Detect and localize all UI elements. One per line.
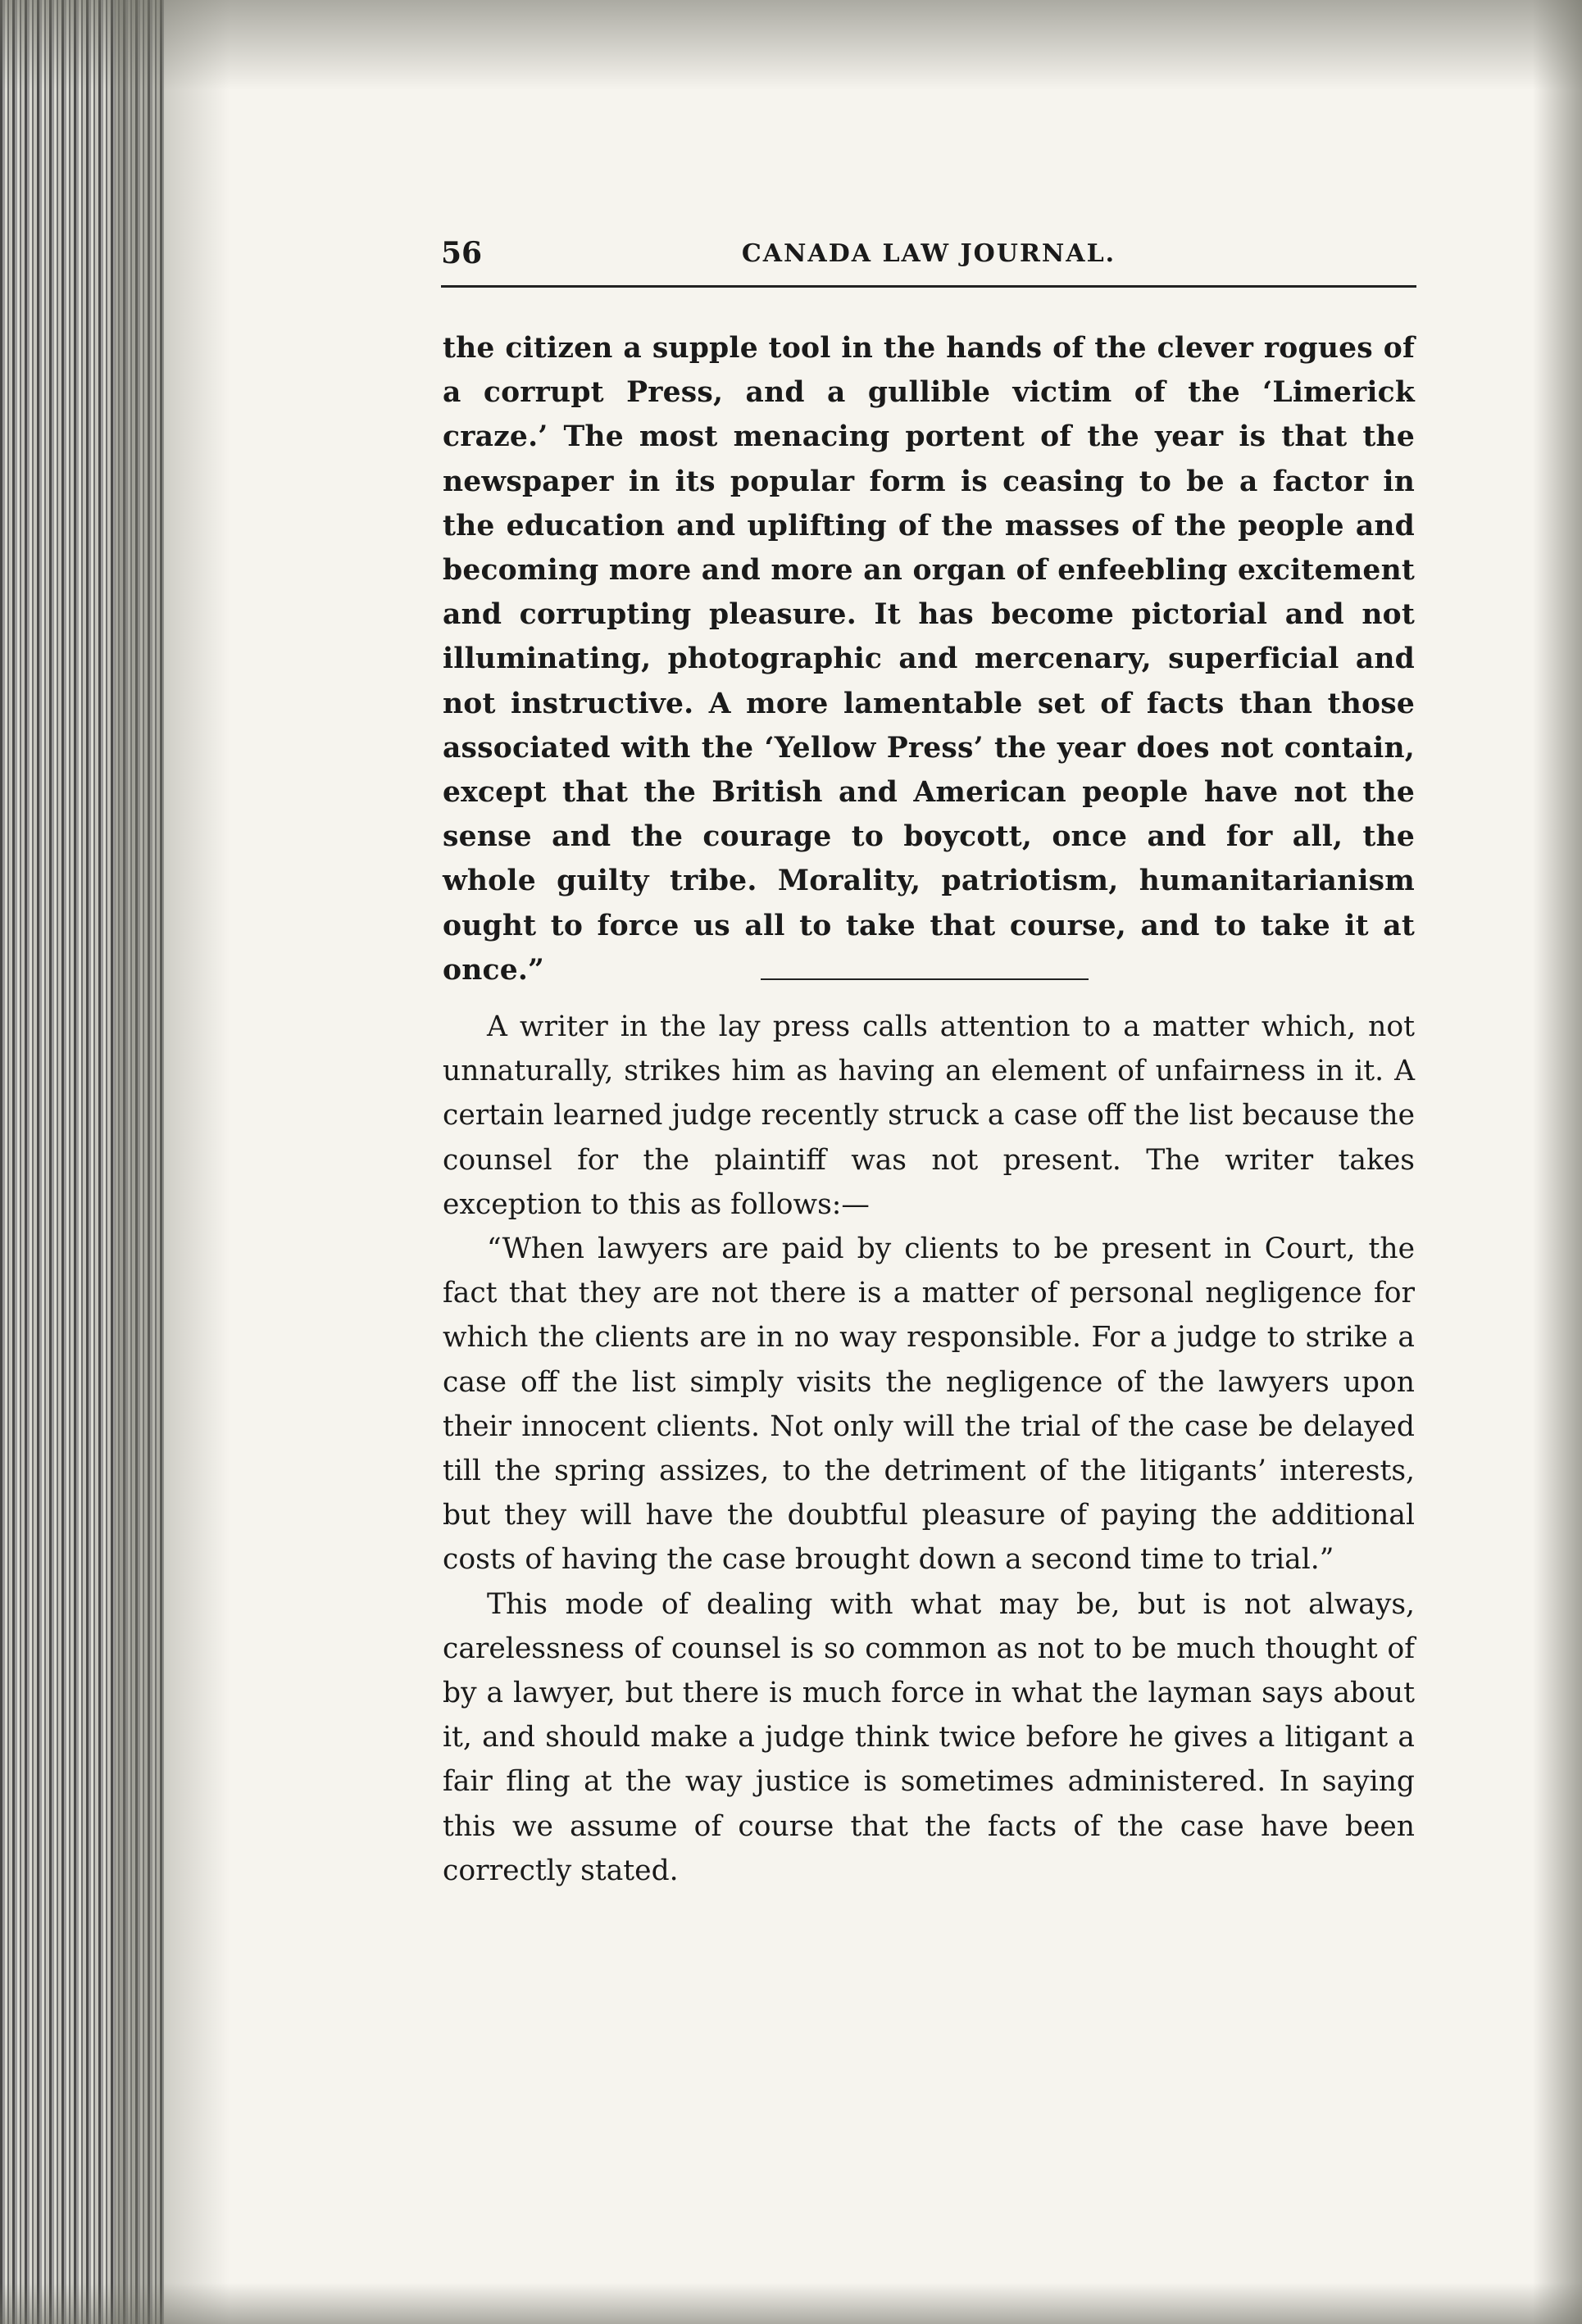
page-header <box>441 236 1416 277</box>
paragraph-4: This mode of dealing with what may be, but is not always, carelessness of counsel is so common as not to be much thought of by a lawyer, but there is much force in what the layman says about it, and should make a judge think twice before he gives a litigant a fair fling at the way justice is sometimes administered. In saying this we assume of course that the facts of the case have been correctly stated. <box>443 1587 1415 1887</box>
page-number: 56 <box>441 236 483 270</box>
paragraph-3: “When lawyers are paid by clients to be present in Court, the fact that they are not there is a matter of personal negligence for which the clients are in no way responsible. For a judge to strike a case off the list simply visits the negligence of the lawyers upon their innocent clients. Not only will the trial of the case be delayed till the spring assizes, to the detriment of the litigants’ interests, but they will have the doubtful pleasure of paying the additional costs of having the case brought down a second time to trial.” <box>443 1232 1415 1577</box>
right-page-edge <box>1533 0 1582 2324</box>
running-title: CANADA LAW JOURNAL. <box>741 239 1116 268</box>
quoted-paragraph-continued <box>443 326 1415 992</box>
article-body <box>443 1005 1415 1893</box>
paragraph-2: A writer in the lay press calls attention to a matter which, not unnaturally, strikes him as having an element of unfairness in it. A certain learned judge recently struck a case off the list because the counsel for the plaintiff was not present. The writer takes exception to this as follows:— <box>443 1010 1415 1221</box>
top-page-edge <box>0 0 1582 90</box>
section-divider <box>761 978 1089 980</box>
paragraph-1: the citizen a supple tool in the hands of the clever rogues of a corrupt Press, and a gullible victim of the ‘Limerick craze.’ The most menacing portent of the year is that the newspaper in its popular form is ceasing to be a factor in the education and uplifting of the masses of the people and becoming more and more an organ of enfeebling excitement and corrupting pleasure. It has become pictorial and not illuminating, photographic and mercenary, superficial and not instructive. A more lamentable set of facts than those associated with the ‘Yellow Press’ the year does not contain, except that the British and American people have not the sense and the courage to boycott, once and for all, the whole guilty tribe. Morality, patriotism, humanitarianism ought to force us all to take that course, and to take it at once.” <box>443 332 1415 987</box>
header-rule <box>441 285 1416 288</box>
bottom-page-edge <box>0 2283 1582 2324</box>
gutter-shadow <box>115 0 230 2324</box>
